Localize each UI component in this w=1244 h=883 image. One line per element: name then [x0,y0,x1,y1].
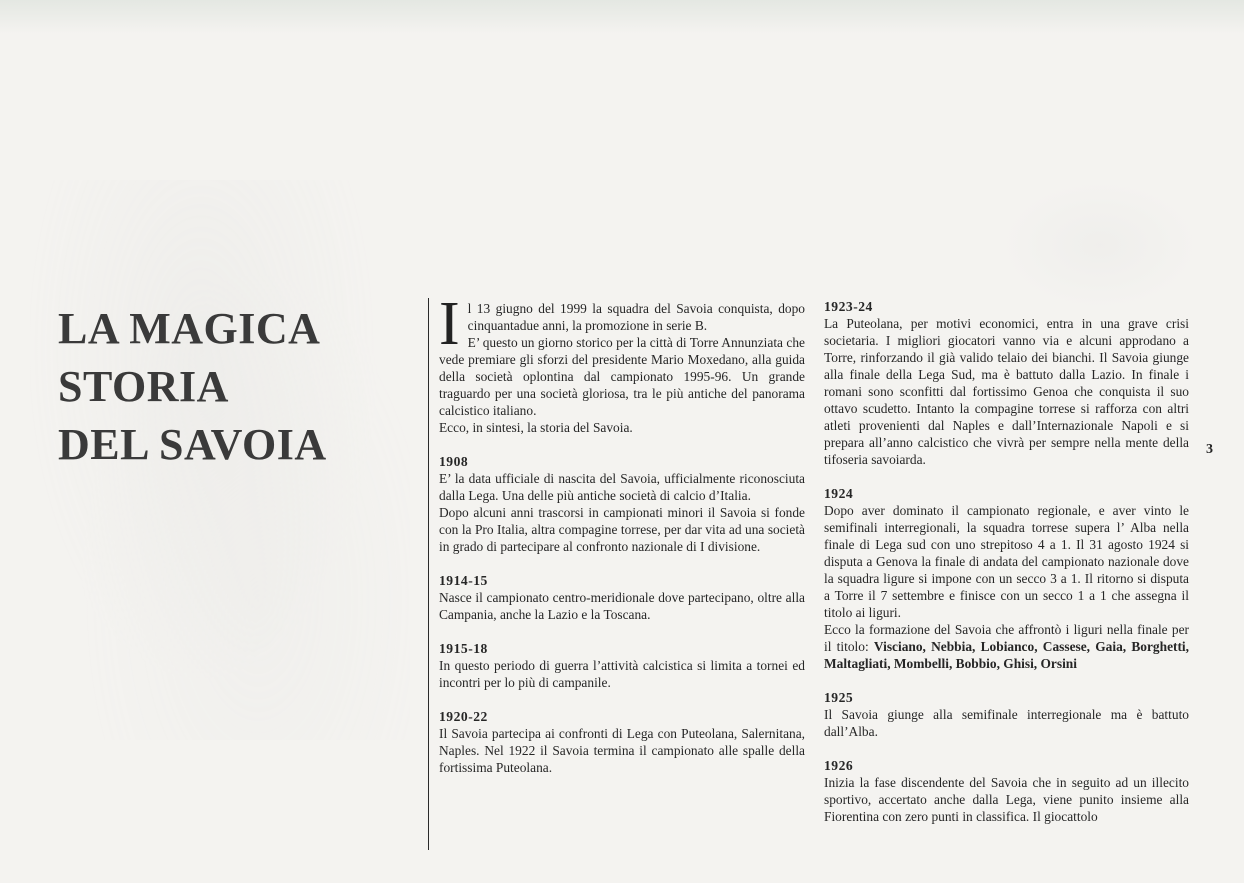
section-year: 1915-18 [439,641,488,656]
section-year: 1920-22 [439,709,488,724]
lineup-intro: Ecco la formazione del Savoia che affrontò i liguri nella finale per il titolo: [824,622,1189,654]
section-year: 1923-24 [824,299,873,314]
section-paragraph: Nasce il campionato centro-meridionale dove partecipano, oltre alla Campania, anche la Lazio e la Toscana. [439,590,805,622]
text-column-right [824,298,1189,825]
section-year: 1926 [824,758,854,773]
section-paragraph: Il Savoia giunge alla semifinale interregionale ma è battuto dall’Alba. [824,707,1189,739]
section-year: 1908 [439,454,469,469]
section-1923-24 [824,298,1189,468]
section-1915-18 [439,640,805,691]
bleed-through-text [1000,180,1200,310]
section-1908 [439,453,805,555]
text-column-left [439,290,805,776]
drop-cap: I [439,290,460,358]
section-paragraph: In questo periodo di guerra l’attività calcistica si limita a tornei ed incontri per lo più di campanile. [439,658,805,690]
section-1925 [824,689,1189,740]
section-1914-15 [439,572,805,623]
section-paragraph [824,621,1189,672]
intro-paragraph-1: l 13 giugno del 1999 la squadra del Savoia conquista, dopo cinquantadue anni, la promozione in serie B. [467,301,805,333]
section-paragraph: Il Savoia partecipa ai confronti di Lega con Puteolana, Salernitana, Naples. Nel 1922 il Savoia termina il campionato alle spalle della fortissima Puteolana. [439,726,805,775]
lineup-names: Visciano, Nebbia, Lobianco, Cassese, Gaia, Borghetti, Maltagliati, Mombelli, Bobbio, Ghisi, Orsini [824,639,1190,671]
section-paragraph: La Puteolana, per motivi economici, entra in una grave crisi societaria. I migliori giocatori vanno via e alcuni approdano a Torre, rinforzando il già valido telaio dei bianchi. Il Savoia giunge alla finale della Lega Sud, ma è battuto dalla Lazio. In finale i romani sono sconfitti dal fortissimo Genoa che conquista il suo ottavo scudetto. Intanto la compagine torrese si rafforza con altri atleti provenienti dal Naples e dall’Internazionale Napoli e si prepara all’anno calcistico che vivrà per sempre nella mente della tifoseria savoiarda. [824,316,1189,467]
intro-paragraph-2: E’ questo un giorno storico per la città di Torre Annunziata che vede premiare gli sforzi del presidente Mario Moxedano, alla guida della società oplontina dal campionato 1995-96. Un grande traguardo per una società gloriosa, tra le più antiche del panorama calcistico italiano. [439,335,805,418]
section-paragraph: Dopo aver dominato il campionato regionale, e aver vinto le semifinali interregionali, la squadra torrese supera l’ Alba nella finale di Lega sud con uno strepitoso 4 a 1. Il 31 agosto 1924 si disputa a Genova la finale di andata del campionato nazionale dove la squadra ligure si impone con un secco 3 a 1. Il ritorno si disputa a Torre il 7 settembre e finisce con un secco 1 a 1 che assegna il titolo ai liguri. [824,503,1189,620]
page-number: 3 [1206,442,1213,457]
section-year: 1925 [824,690,854,705]
section-paragraph: Dopo alcuni anni trascorsi in campionati minori il Savoia si fonde con la Pro Italia, altra compagine torrese, per dar vita ad una società in grado di partecipare al confronto nazionale di I divisione. [439,505,805,554]
intro-section [439,290,805,436]
section-year: 1914-15 [439,573,488,588]
intro-paragraph-3: Ecco, in sintesi, la storia del Savoia. [439,420,633,435]
section-1926 [824,757,1189,825]
column-divider [428,298,429,850]
section-1920-22 [439,708,805,776]
section-paragraph: E’ la data ufficiale di nascita del Savoia, ufficialmente riconosciuta dalla Lega. Una delle più antiche società di calcio d’Italia. [439,471,805,503]
title-line-2: STORIA [58,362,229,411]
title-line-3: DEL SAVOIA [58,420,327,469]
section-year: 1924 [824,486,854,501]
title-line-1: LA MAGICA [58,304,321,353]
page-title [58,300,327,474]
top-bleed-through [0,0,1244,34]
section-1924 [824,485,1189,672]
section-paragraph: Inizia la fase discendente del Savoia che in seguito ad un illecito sportivo, accertato anche dalla Lega, viene punito insieme alla Fiorentina con zero punti in classifica. Il giocattolo [824,775,1189,824]
